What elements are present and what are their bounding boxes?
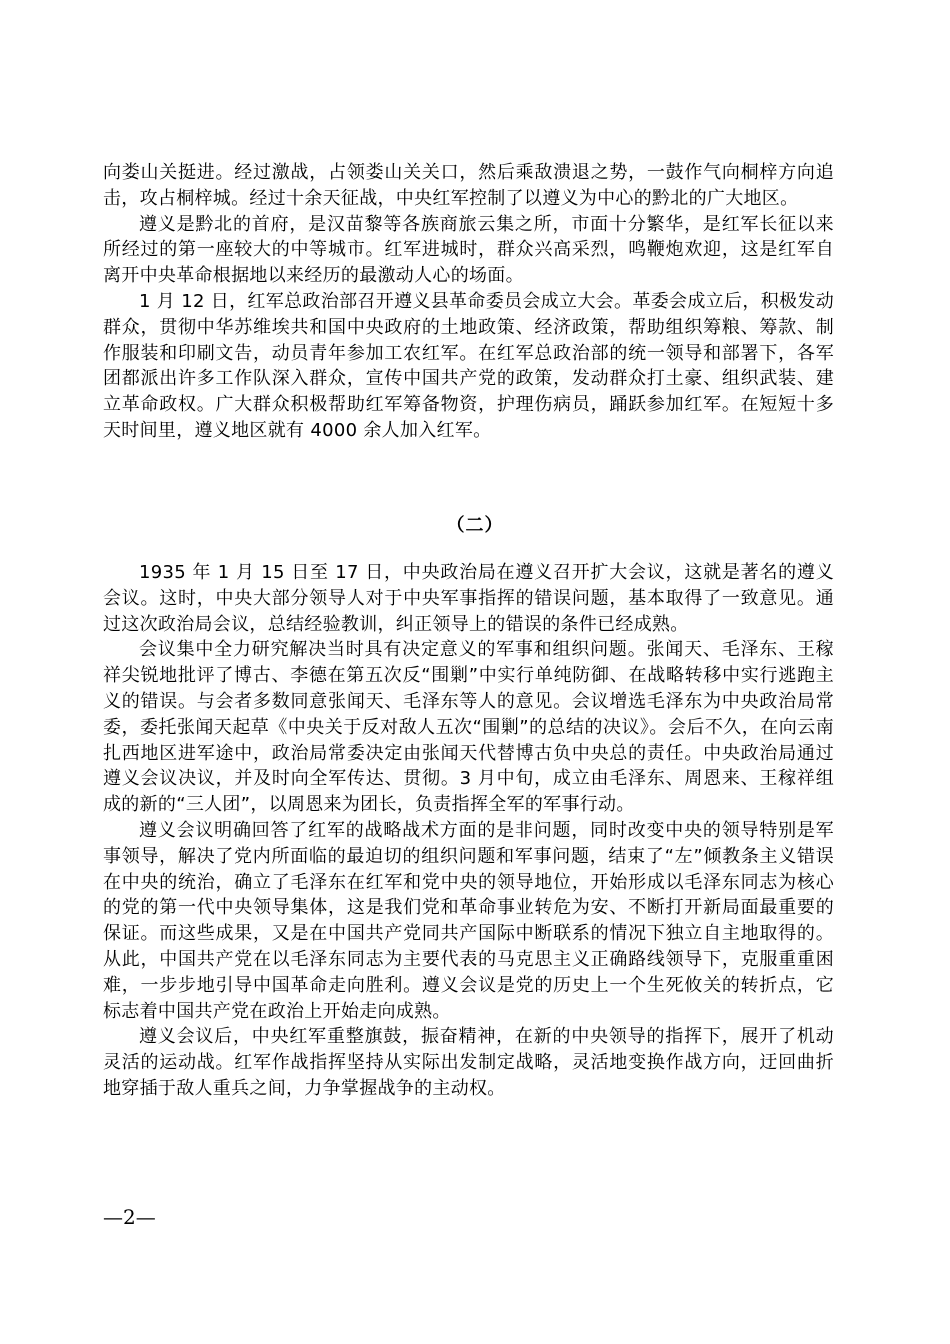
section-heading: （二） xyxy=(446,515,504,536)
paragraph-zunyi-meeting: 1935 年 1 月 15 日至 17 日，中央政治局在遵义召开扩大会议，这就是著名的遵义会议。这时，中央大部分领导人对于中央军事指挥的错误问题，基本取得了一致意见。通过这次政治局会议，总结经验教训，纠正领导上的错误的条件已经成熟。 xyxy=(103,562,834,635)
paragraph-continuation: 向娄山关挺进。经过激战，占领娄山关关口，然后乘敌溃退之势，一鼓作气向桐梓方向追击，攻占桐梓城。经过十余天征战，中央红军控制了以遵义为中心的黔北的广大地区。 xyxy=(103,162,834,209)
paragraph-revolutionary-committee: 1 月 12 日，红军总政治部召开遵义县革命委员会成立大会。革委会成立后，积极发动群众，贯彻中华苏维埃共和国中央政府的土地政策、经济政策，帮助组织筹粮、筹款、制作服装和印刷文告，动员青年参加工农红军。在红军总政治部的统一领导和部署下，各军团都派出许多工作队深入群众，宣传中国共产党的政策，发动群众打土豪、组织武装、建立革命政权。广大群众积极帮助红军筹备物资，护理伤病员，踊跃参加红军。在短短十多天时间里，遵义地区就有 4000 余人加入红军。 xyxy=(103,290,834,441)
paragraph-meeting-significance: 遵义会议明确回答了红军的战略战术方面的是非问题，同时改变中央的领导特别是军事领导，解决了党内所面临的最迫切的组织问题和军事问题，结束了“左”倾教条主义错误在中央的统治，确立了毛泽东在红军和党中央的领导地位，开始形成以毛泽东同志为核心的党的第一代中央领导集体，这是我们党和革命事业转危为安、不断打开新局面最重要的保证。而这些成果，又是在中国共产党同共产国际中断联系的情况下独立自主地取得的。从此，中国共产党在以毛泽东同志为主要代表的马克思主义正确路线领导下，克服重重困难，一步步地引导中国革命走向胜利。遵义会议是党的历史上一个生死攸关的转折点，它标志着中国共产党在政治上开始走向成熟。 xyxy=(103,819,834,1022)
text-block-top xyxy=(103,160,834,444)
text-block-section-two xyxy=(103,560,834,1102)
page-number: —2— xyxy=(103,1205,156,1229)
paragraph-zunyi-city: 遵义是黔北的首府，是汉苗黎等各族商旅云集之所，市面十分繁华，是红军长征以来所经过的第一座较大的中等城市。红军进城时，群众兴高采烈，鸣鞭炮欢迎，这是红军自离开中央革命根据地以来经历的最激动人心的场面。 xyxy=(103,213,834,287)
paragraph-military-organization: 会议集中全力研究解决当时具有决定意义的军事和组织问题。张闻天、毛泽东、王稼祥尖锐地批评了博古、李德在第五次反“围剿”中实行单纯防御、在战略转移中实行逃跑主义的错误。与会者多数同意张闻天、毛泽东等人的意见。会议增选毛泽东为中央政治局常委，委托张闻天起草《中央关于反对敌人五次“围剿”的总结的决议》。会后不久，在向云南扎西地区进军途中，政治局常委决定由张闻天代替博古负中央总的责任。中央政治局通过遵义会议决议，并及时向全军传达、贯彻。3 月中旬，成立由毛泽东、周恩来、王稼祥组成的新的“三人团”，以周恩来为团长，负责指挥全军的军事行动。 xyxy=(103,639,834,816)
paragraph-mobile-warfare: 遵义会议后，中央红军重整旗鼓，振奋精神，在新的中央领导的指挥下，展开了机动灵活的运动战。红军作战指挥坚持从实际出发制定战略，灵活地变换作战方向，迂回曲折地穿插于敌人重兵之间，力争掌握战争的主动权。 xyxy=(103,1026,834,1099)
